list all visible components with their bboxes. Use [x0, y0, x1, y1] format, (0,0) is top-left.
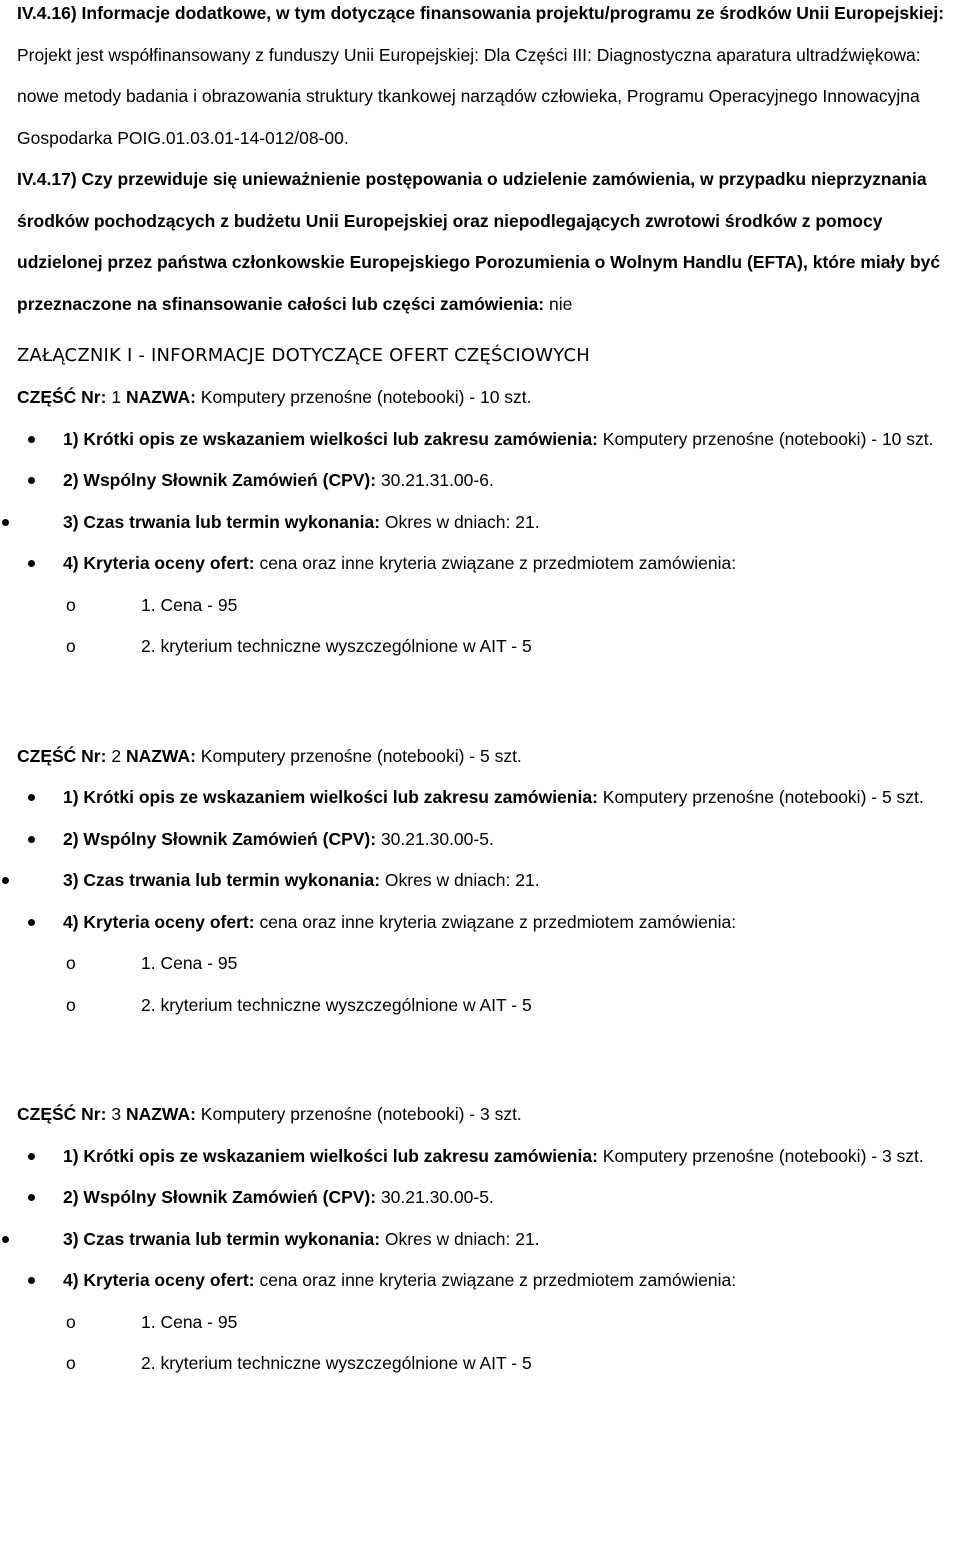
part-heading	[17, 1094, 957, 1136]
circle-bullet-icon: o	[66, 994, 76, 1015]
section-4-4-17	[17, 159, 957, 325]
criterion-item	[17, 1302, 957, 1344]
criteria-label: 4) Kryteria oceny ofert:	[63, 1270, 255, 1290]
list-item-description	[17, 1136, 957, 1178]
annex-title: ZAŁĄCZNIK I - INFORMACJE DOTYCZĄCE OFERT CZĘŚCIOWYCH	[17, 345, 590, 366]
criterion-text: 2. kryterium techniczne wyszczególnione w AIT - 5	[141, 1353, 532, 1373]
circle-bullet-icon: o	[66, 1311, 76, 1332]
bullet-icon	[28, 560, 35, 567]
bullet-icon	[28, 794, 35, 801]
cpv-label: 2) Wspólny Słownik Zamówień (CPV):	[63, 1187, 377, 1207]
time-value: Okres w dniach: 21.	[384, 511, 540, 532]
criterion-text: 1. Cena - 95	[141, 1311, 238, 1332]
circle-bullet-icon: o	[66, 953, 76, 973]
circle-bullet-icon: o	[66, 1353, 76, 1373]
cpv-value: 30.21.30.00-5.	[380, 1187, 494, 1207]
bullet-icon	[28, 477, 35, 484]
criterion-item	[17, 585, 957, 627]
bullet-icon	[28, 1153, 35, 1160]
bullet-icon	[2, 1236, 9, 1243]
list-item-cpv	[17, 819, 957, 861]
spacer	[17, 1026, 957, 1094]
criteria-value: cena oraz inne kryteria związane z przedmiotem zamówienia:	[259, 1270, 737, 1290]
list-item-cpv	[17, 460, 957, 502]
criterion-text: 2. kryterium techniczne wyszczególnione w AIT - 5	[141, 636, 532, 656]
bullet-icon	[2, 519, 9, 526]
description-value: Komputery przenośne (notebooki) - 5 szt.	[602, 787, 924, 807]
part-label: CZĘŚĆ Nr:	[17, 1104, 107, 1124]
list-item-time	[17, 1219, 957, 1261]
list-item-criteria	[17, 902, 957, 944]
section-4-4-16	[17, 0, 957, 159]
part-label: CZĘŚĆ Nr:	[17, 387, 107, 407]
criterion-text: 2. kryterium techniczne wyszczególnione w AIT - 5	[141, 994, 532, 1015]
time-value: Okres w dniach: 21.	[384, 1228, 540, 1249]
criterion-text: 1. Cena - 95	[141, 594, 238, 615]
cpv-label: 2) Wspólny Słownik Zamówień (CPV):	[63, 828, 377, 849]
circle-bullet-icon: o	[66, 594, 76, 615]
description-value: Komputery przenośne (notebooki) - 10 szt.	[602, 428, 934, 449]
list-item-criteria	[17, 1260, 957, 1302]
time-label: 3) Czas trwania lub termin wykonania:	[63, 1228, 381, 1249]
section-4-4-16-label: IV.4.16) Informacje dodatkowe, w tym dotyczące finansowania projektu/programu ze środków Unii Europejskiej:	[17, 3, 945, 23]
part-name-label: NAZWA:	[125, 1104, 196, 1124]
part-block-2	[17, 736, 957, 1027]
list-item-criteria	[17, 543, 957, 585]
bullet-icon	[28, 919, 35, 926]
part-block-1	[17, 377, 957, 668]
section-4-4-17-value: nie	[549, 293, 573, 314]
part-number: 3	[111, 1104, 122, 1124]
description-value: Komputery przenośne (notebooki) - 3 szt.	[602, 1145, 924, 1166]
criteria-label: 4) Kryteria oceny ofert:	[63, 553, 255, 573]
criterion-text: 1. Cena - 95	[141, 953, 238, 973]
list-item-description	[17, 777, 957, 819]
part-number: 1	[111, 387, 122, 407]
description-label: 1) Krótki opis ze wskazaniem wielkości lub zakresu zamówienia:	[63, 1145, 598, 1166]
document-page	[17, 0, 957, 1385]
section-4-4-17-label: IV.4.17) Czy przewiduje się unieważnienie postępowania o udzielenie zamówienia, w przypadku nieprzyznania środków pochodzących z budżetu Unii Europejskiej oraz niepodlegających zwrotowi środków z pomocy udzielonej przez państwa członkowskie Europejskiego Porozumienia o Wolnym Handlu (EFTA), które miały być przeznaczone na sfinansowanie całości lub części zamówienia:	[17, 169, 941, 314]
part-name: Komputery przenośne (notebooki) - 3 szt.	[200, 1104, 522, 1124]
description-label: 1) Krótki opis ze wskazaniem wielkości lub zakresu zamówienia:	[63, 428, 598, 449]
time-label: 3) Czas trwania lub termin wykonania:	[63, 870, 381, 890]
spacer	[17, 668, 957, 736]
list-item-cpv	[17, 1177, 957, 1219]
part-number: 2	[111, 745, 122, 766]
bullet-icon	[28, 436, 35, 443]
criteria-value: cena oraz inne kryteria związane z przedmiotem zamówienia:	[259, 553, 737, 573]
circle-bullet-icon: o	[66, 636, 76, 656]
bullet-icon	[28, 836, 35, 843]
list-item-time	[17, 860, 957, 902]
criteria-label: 4) Kryteria oceny ofert:	[63, 911, 255, 932]
criterion-item	[17, 985, 957, 1027]
part-block-3	[17, 1094, 957, 1385]
time-label: 3) Czas trwania lub termin wykonania:	[63, 511, 381, 532]
part-name-label: NAZWA:	[125, 387, 196, 407]
bullet-icon	[28, 1277, 35, 1284]
criteria-value: cena oraz inne kryteria związane z przedmiotem zamówienia:	[259, 911, 737, 932]
cpv-label: 2) Wspólny Słownik Zamówień (CPV):	[63, 470, 377, 490]
time-value: Okres w dniach: 21.	[384, 870, 540, 890]
criterion-item	[17, 1343, 957, 1385]
description-label: 1) Krótki opis ze wskazaniem wielkości lub zakresu zamówienia:	[63, 787, 598, 807]
criterion-item	[17, 943, 957, 985]
part-heading	[17, 377, 957, 419]
criterion-item	[17, 626, 957, 668]
part-label: CZĘŚĆ Nr:	[17, 745, 107, 766]
section-4-4-16-value: Projekt jest współfinansowany z funduszy Unii Europejskiej: Dla Części III: Diagnostyczna aparatura ultradźwiękowa: nowe metody badania i obrazowania struktury tkankowej narządów człowieka, Programu Operacyjnego Innowacyjna Gospodarka POIG.01.03.01-14-012/08-00.	[17, 44, 921, 148]
part-heading	[17, 736, 957, 778]
cpv-value: 30.21.30.00-5.	[380, 828, 494, 849]
list-item-description	[17, 419, 957, 461]
cpv-value: 30.21.31.00-6.	[380, 470, 494, 490]
bullet-icon	[2, 877, 9, 884]
list-item-time	[17, 502, 957, 544]
part-name: Komputery przenośne (notebooki) - 10 szt.	[200, 387, 532, 407]
part-name-label: NAZWA:	[125, 745, 196, 766]
part-name: Komputery przenośne (notebooki) - 5 szt.	[200, 745, 522, 766]
bullet-icon	[28, 1194, 35, 1201]
